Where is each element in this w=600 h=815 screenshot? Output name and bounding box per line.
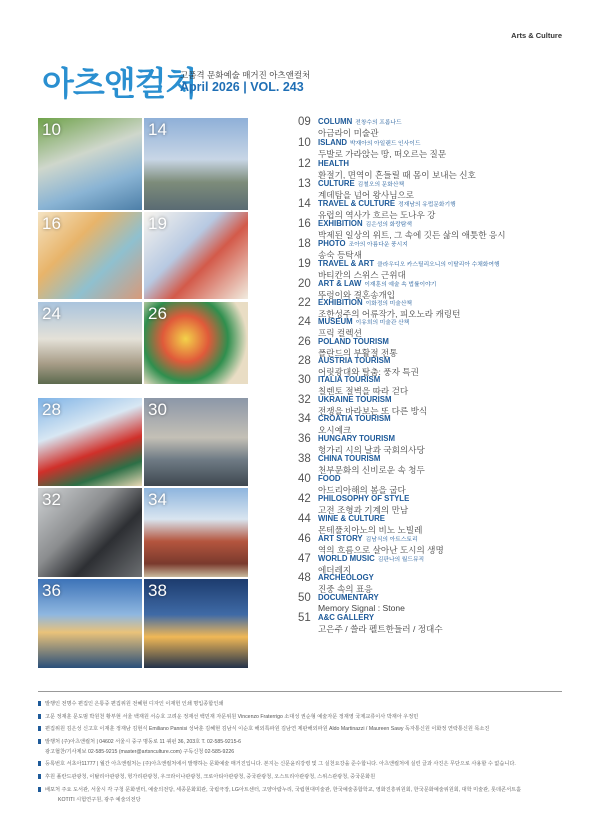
toc-subtitle: 클라우디오 카스틸리오니의 이탈리아 수채화여행 (377, 262, 500, 268)
bullet-mark (38, 739, 41, 744)
toc-page-number: 28 (298, 355, 311, 367)
toc-category: AUSTRIA TOURISM (318, 356, 391, 365)
toc-page-number: 30 (298, 374, 311, 386)
toc-category: ISLAND 박재아의 아일랜드 인사이드 (318, 138, 421, 147)
bullet-mark (38, 761, 41, 766)
bullet-mark (38, 701, 41, 706)
toc-page-number: 18 (298, 238, 311, 250)
thumbnail-number: 34 (148, 490, 167, 509)
thumbnail-number: 26 (148, 304, 167, 323)
toc-category: ART STORY 김남식의 아트스토리 (318, 534, 418, 543)
thumbnail-28[interactable] (38, 398, 142, 486)
toc-subtitle: 조아의 아름다운 풍시지 (348, 242, 408, 248)
toc-category: PHOTO 조아의 아름다운 풍시지 (318, 239, 408, 248)
toc-page-number: 09 (298, 116, 311, 128)
toc-subtitle: 김은성의 화랑탐색 (365, 222, 413, 228)
toc-page-number: 20 (298, 278, 311, 290)
colophon-line: 등록번호 서초아11777 | 월간 아츠앤컬처는 (주)아츠앤컬처에서 발행하는 문화예술 매거진입니다. 본지는 신문윤리강령 및 그 실천요강을 준수합니다. 아츠앤컬처에 실린 글과 사진은 무단으로 사용할 수 없습니다. (38, 760, 516, 767)
toc-subtitle: 김남식의 아트스토리 (365, 537, 418, 543)
toc-title: 오시예크 (318, 425, 352, 435)
thumbnail-26[interactable] (144, 302, 248, 384)
toc-category: WINE & CULTURE (318, 514, 385, 523)
thumbnail-34[interactable] (144, 488, 248, 577)
thumbnail-number: 19 (148, 214, 167, 233)
thumbnail-16[interactable] (38, 212, 142, 299)
magazine-logo: 아츠앤컬처 (42, 64, 197, 103)
toc-category: COLUMN 전창수의 프롬나드 (318, 117, 402, 126)
toc-title: 아금라이 미술관 (318, 128, 379, 138)
toc-title: 아드리아해의 봄을 굽다 (318, 485, 406, 495)
toc-page-number: 38 (298, 453, 311, 465)
toc-page-number: 44 (298, 513, 311, 525)
bullet-mark (38, 787, 41, 792)
divider (38, 691, 562, 692)
toc-subtitle: 전창수의 프롬나드 (355, 120, 402, 126)
toc-title: 조한성주의 어류작가, 피오노라 캐링턴 (318, 309, 461, 319)
colophon-line: 후원 폴란드관광청, 이탈리아관광청, 헝가리관광청, 우크라이나관광청, 크로아티아관광청, 중국관광청, 오스트리아관광청, 스위스관광청, 중국문화원 (38, 773, 375, 780)
thumbnail-number: 14 (148, 120, 167, 139)
toc-page-number: 50 (298, 592, 311, 604)
thumbnail-number: 10 (42, 120, 61, 139)
toc-subtitle: 박재아의 아일랜드 인사이드 (350, 141, 421, 147)
tagline: 고품격 문화예술 매거진 아츠앤컬처 (180, 70, 311, 80)
section-tag: Arts & Culture (511, 31, 562, 40)
toc-subtitle: 이재훈의 예술 속 법률이야기 (364, 282, 437, 288)
toc-page-number: 14 (298, 198, 311, 210)
thumbnail-number: 16 (42, 214, 61, 233)
toc-title: 유럽의 역사가 흐르는 도나우 강 (318, 210, 436, 220)
thumbnail-number: 28 (42, 400, 61, 419)
toc-title: 송숙 등탁새 (318, 250, 362, 260)
bullet-mark (38, 774, 41, 779)
toc-category: TRAVEL & ART 클라우디오 카스틸리오니의 이탈리아 수채화여행 (318, 259, 500, 268)
toc-title: 프릭 컬렉션 (318, 328, 362, 338)
toc-page-number: 32 (298, 394, 311, 406)
toc-category: CHINA TOURISM (318, 454, 381, 463)
toc-category: HEALTH (318, 159, 350, 168)
toc-title: 바티칸의 스위스 근위대 (318, 270, 406, 280)
toc-title: 고전 조형과 기계의 만남 (318, 505, 409, 515)
toc-page-number: 46 (298, 533, 311, 545)
toc-title: Memory Signal : Stone (318, 603, 405, 613)
toc-category: CULTURE 김철오의 문화산책 (318, 179, 405, 188)
toc-category: ART & LAW 이재훈의 예술 속 법률이야기 (318, 279, 437, 288)
toc-title: 고은주 / 쓸라 펠트한들러 / 정대수 (318, 624, 443, 634)
toc-subtitle: 이화정의 미술산책 (365, 301, 413, 307)
toc-page-number: 12 (298, 158, 311, 170)
toc-category: EXHIBITION 김은성의 화랑탐색 (318, 219, 413, 228)
thumbnail-24[interactable] (38, 302, 142, 384)
toc-title: 폴란드의 부활절 전통 (318, 348, 398, 358)
colophon-line: 배포처 주요 도서관, 서울시 각 구청 문화센터, 예술의전당, 세종문화회관, 국립극장, LG아트센터, 고양아람누리, 국립현대미술관, 한국예술종합학교, 영화진흥위원회, 한국문화예술위원회, 대학 미술관, 롯데콘서트홀 (38, 786, 521, 793)
colophon-line: KOTITI 시험연구원, 광주 예술의전당 (58, 797, 141, 803)
toc-category: DOCUMENTARY (318, 593, 379, 602)
thumbnail-10[interactable] (38, 118, 142, 210)
thumbnail-36[interactable] (38, 579, 142, 668)
toc-title: 환절기, 면역이 흔들릴 때 몸이 보내는 신호 (318, 170, 476, 180)
toc-page-number: 42 (298, 493, 311, 505)
toc-title: 천부문화의 신비로운 속 청두 (318, 465, 425, 475)
toc-title: 헝가리 시의 날과 국회의사당 (318, 445, 425, 455)
thumbnail-19[interactable] (144, 212, 248, 299)
thumbnail-32[interactable] (38, 488, 142, 577)
bullet-mark (38, 714, 41, 719)
toc-page-number: 10 (298, 137, 311, 149)
toc-category: FOOD (318, 474, 341, 483)
colophon-line: 고문 정재훈 문도범 박원천 황부현 서울 백재원 서승호 고려운 정재선 백민재 자문위원 Vincenzo Fraterrigo 소대성 권순형 예술자문 정재영 국제교류이사 박재아 우정민 (38, 713, 418, 720)
toc-page-number: 36 (298, 433, 311, 445)
toc-category: PHILOSOPHY OF STYLE (318, 494, 410, 503)
toc-page-number: 26 (298, 336, 311, 348)
toc-category: EXHIBITION 이화정의 미술산책 (318, 298, 413, 307)
toc-category: HUNGARY TOURISM (318, 434, 395, 443)
toc-category: WORLD MUSIC 김판나의 월드뮤직 (318, 554, 425, 563)
toc-title: 뚜렁이와 결혼송개입 (318, 290, 396, 300)
toc-page-number: 34 (298, 413, 311, 425)
toc-subtitle: 정재남의 유럽문화기행 (398, 202, 456, 208)
toc-title: 어릿광대와 탈춤: 풍자 특권 (318, 367, 419, 377)
thumbnail-number: 32 (42, 490, 61, 509)
toc-category: TRAVEL & CULTURE 정재남의 유럽문화기행 (318, 199, 456, 208)
toc-page-number: 16 (298, 218, 311, 230)
colophon-line: 발행인 전명수 편집인 은통중 편집위원 전혜현 디자인 이재헌 인쇄 명입종합인쇄 (38, 700, 223, 707)
thumbnail-38[interactable] (144, 579, 248, 668)
toc-page-number: 24 (298, 316, 311, 328)
toc-category: A&C GALLERY (318, 613, 375, 622)
thumbnail-number: 24 (42, 304, 61, 323)
toc-category: ARCHEOLOGY (318, 573, 374, 582)
toc-subtitle: 이유희의 미술관 산책 (355, 320, 410, 326)
toc-page-number: 13 (298, 178, 311, 190)
toc-category: ITALIA TOURISM (318, 375, 381, 384)
toc-title: 박제된 일상의 위트, 그 속에 깃든 삶의 애틋한 응시 (318, 230, 506, 240)
toc-page-number: 40 (298, 473, 311, 485)
toc-page-number: 22 (298, 297, 311, 309)
thumbnail-number: 38 (148, 581, 167, 600)
toc-category: POLAND TOURISM (318, 337, 389, 346)
thumbnail-30[interactable] (144, 398, 248, 486)
toc-title: 몬테풀치아노의 비노 노빌레 (318, 525, 423, 535)
toc-subtitle: 김철오의 문화산책 (357, 182, 405, 188)
toc-page-number: 47 (298, 553, 311, 565)
toc-title: 전쟁을 바라보는 또 다른 방식 (318, 406, 428, 416)
toc-category: CROATIA TOURISM (318, 414, 391, 423)
colophon-line: 광고협찬/기사제보 02-585-9215 (master@artsnculture.com) 구독신청 02-585-9226 (45, 749, 235, 755)
toc-page-number: 48 (298, 572, 311, 584)
colophon-line: 발행처 (주)아츠앤컬처 | 04602 서울시 중구 명동로 11 쿼펀 36, 203호 T. 02-585-9215-6 (38, 738, 241, 745)
bullet-mark (38, 726, 41, 731)
toc-subtitle: 김판나의 월드뮤직 (377, 557, 425, 563)
issue-info: April 2026 | VOL. 243 (180, 80, 304, 94)
toc-page-number: 51 (298, 612, 311, 624)
toc-category: MUSEUM 이유희의 미술관 산책 (318, 317, 410, 326)
colophon-line: 편집위원 김은성 신고호 이재훈 정재남 김현식 Emiliano Pannisi 성낙훈 김혜현 김남식 이순호 해외특파원 김남연 제판해외파원 Aldo Martinazzi / Maureen Sawy 독자통신원 이화정 연락통신원 목소진 (38, 725, 489, 732)
toc-title: 계데탐을 넘어 왕사님으로 (318, 190, 415, 200)
toc-title: 에더레지 (318, 565, 352, 575)
toc-title: 두발로 가라앉는 땅, 떠오르는 질문 (318, 149, 447, 159)
thumbnail-number: 30 (148, 400, 167, 419)
toc-title: 진중 속의 표응 (318, 584, 373, 594)
toc-page-number: 19 (298, 258, 311, 270)
toc-category: UKRAINE TOURISM (318, 395, 392, 404)
toc-title: 역의 흐름으로 살아난 도시의 생명 (318, 545, 444, 555)
thumbnail-number: 36 (42, 581, 61, 600)
thumbnail-14[interactable] (144, 118, 248, 210)
toc-title: 칠렌토 절벽을 따라 걷다 (318, 386, 409, 396)
